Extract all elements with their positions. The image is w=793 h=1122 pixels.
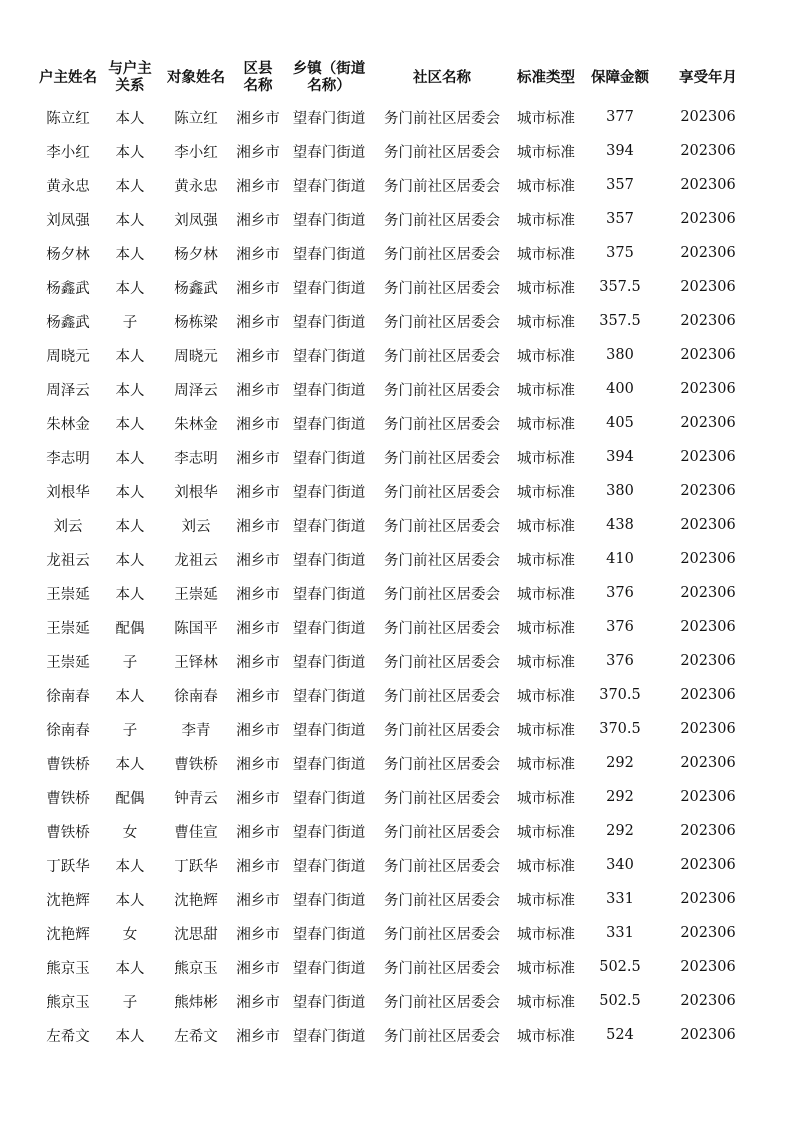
cell-relationship: 子: [122, 722, 138, 739]
cell-period: 202306: [680, 245, 736, 261]
cell-town-street: 望春门街道: [292, 314, 366, 331]
cell-relationship: 本人: [115, 416, 145, 433]
cell-town-street: 望春门街道: [292, 722, 366, 739]
cell-relationship: 本人: [115, 756, 145, 773]
cell-community: 务门前社区居委会: [384, 552, 500, 569]
cell-period: 202306: [680, 619, 736, 635]
cell-community: 务门前社区居委会: [384, 382, 500, 399]
cell-county: 湘乡市: [236, 348, 280, 365]
cell-household-head: 曹铁桥: [46, 790, 90, 807]
cell-town-street: 望春门街道: [292, 416, 366, 433]
cell-county: 湘乡市: [236, 790, 280, 807]
cell-household-head: 王崇延: [46, 654, 90, 671]
header-recipient-name: 对象姓名: [167, 69, 225, 86]
cell-recipient-name: 王崇延: [174, 586, 218, 603]
cell-household-head: 沈艳辉: [46, 926, 90, 943]
cell-community: 务门前社区居委会: [384, 586, 500, 603]
cell-amount: 438: [606, 517, 634, 533]
table-row: [36, 644, 758, 678]
cell-community: 务门前社区居委会: [384, 280, 500, 297]
cell-amount: 524: [606, 1027, 634, 1043]
cell-relationship: 配偶: [115, 790, 145, 807]
cell-standard-type: 城市标准: [517, 756, 575, 773]
cell-standard-type: 城市标准: [517, 178, 575, 195]
cell-standard-type: 城市标准: [517, 688, 575, 705]
cell-amount: 377: [606, 109, 634, 125]
cell-amount: 370.5: [599, 721, 641, 737]
table-row: [36, 542, 758, 576]
cell-recipient-name: 曹佳宣: [174, 824, 218, 841]
cell-community: 务门前社区居委会: [384, 620, 500, 637]
cell-recipient-name: 丁跃华: [174, 858, 218, 875]
cell-amount: 380: [606, 483, 634, 499]
cell-household-head: 熊京玉: [46, 960, 90, 977]
cell-amount: 400: [606, 381, 634, 397]
cell-standard-type: 城市标准: [517, 348, 575, 365]
cell-relationship: 本人: [115, 960, 145, 977]
cell-county: 湘乡市: [236, 756, 280, 773]
cell-community: 务门前社区居委会: [384, 110, 500, 127]
cell-relationship: 本人: [115, 144, 145, 161]
cell-county: 湘乡市: [236, 994, 280, 1011]
cell-period: 202306: [680, 177, 736, 193]
cell-community: 务门前社区居委会: [384, 178, 500, 195]
cell-standard-type: 城市标准: [517, 314, 575, 331]
cell-county: 湘乡市: [236, 552, 280, 569]
cell-period: 202306: [680, 857, 736, 873]
header-amount: 保障金额: [591, 69, 649, 86]
table-row: [36, 100, 758, 134]
cell-standard-type: 城市标准: [517, 960, 575, 977]
cell-county: 湘乡市: [236, 110, 280, 127]
cell-period: 202306: [680, 891, 736, 907]
cell-town-street: 望春门街道: [292, 110, 366, 127]
table-row: [36, 814, 758, 848]
cell-standard-type: 城市标准: [517, 1028, 575, 1045]
cell-community: 务门前社区居委会: [384, 484, 500, 501]
cell-relationship: 子: [122, 654, 138, 671]
cell-household-head: 龙祖云: [46, 552, 90, 569]
table-row: [36, 168, 758, 202]
cell-relationship: 本人: [115, 1028, 145, 1045]
cell-standard-type: 城市标准: [517, 858, 575, 875]
cell-period: 202306: [680, 313, 736, 329]
cell-amount: 331: [606, 925, 634, 941]
cell-amount: 357.5: [599, 279, 641, 295]
cell-town-street: 望春门街道: [292, 144, 366, 161]
cell-period: 202306: [680, 109, 736, 125]
cell-relationship: 本人: [115, 518, 145, 535]
cell-standard-type: 城市标准: [517, 280, 575, 297]
cell-community: 务门前社区居委会: [384, 314, 500, 331]
cell-household-head: 徐南春: [46, 722, 90, 739]
cell-town-street: 望春门街道: [292, 790, 366, 807]
cell-county: 湘乡市: [236, 450, 280, 467]
header-town-street: 乡镇（街道 名称）: [292, 61, 366, 94]
cell-household-head: 熊京玉: [46, 994, 90, 1011]
table-row: [36, 508, 758, 542]
cell-town-street: 望春门街道: [292, 382, 366, 399]
cell-town-street: 望春门街道: [292, 620, 366, 637]
cell-town-street: 望春门街道: [292, 280, 366, 297]
cell-recipient-name: 左希文: [174, 1028, 218, 1045]
cell-standard-type: 城市标准: [517, 620, 575, 637]
cell-recipient-name: 周晓元: [174, 348, 218, 365]
cell-community: 务门前社区居委会: [384, 722, 500, 739]
cell-relationship: 本人: [115, 382, 145, 399]
header-community: 社区名称: [413, 69, 471, 86]
cell-recipient-name: 杨鑫武: [174, 280, 218, 297]
cell-town-street: 望春门街道: [292, 926, 366, 943]
cell-county: 湘乡市: [236, 416, 280, 433]
cell-community: 务门前社区居委会: [384, 1028, 500, 1045]
cell-county: 湘乡市: [236, 858, 280, 875]
cell-relationship: 本人: [115, 110, 145, 127]
cell-relationship: 本人: [115, 552, 145, 569]
cell-recipient-name: 李青: [181, 722, 211, 739]
table-row: [36, 134, 758, 168]
cell-community: 务门前社区居委会: [384, 212, 500, 229]
cell-period: 202306: [680, 959, 736, 975]
cell-town-street: 望春门街道: [292, 654, 366, 671]
cell-amount: 394: [606, 143, 634, 159]
cell-county: 湘乡市: [236, 688, 280, 705]
cell-town-street: 望春门街道: [292, 688, 366, 705]
cell-recipient-name: 黄永忠: [174, 178, 218, 195]
cell-period: 202306: [680, 585, 736, 601]
cell-recipient-name: 王铎林: [174, 654, 218, 671]
cell-community: 务门前社区居委会: [384, 756, 500, 773]
cell-amount: 394: [606, 449, 634, 465]
cell-period: 202306: [680, 925, 736, 941]
cell-county: 湘乡市: [236, 620, 280, 637]
cell-county: 湘乡市: [236, 382, 280, 399]
cell-period: 202306: [680, 279, 736, 295]
cell-town-street: 望春门街道: [292, 1028, 366, 1045]
cell-standard-type: 城市标准: [517, 246, 575, 263]
table-body: [36, 100, 758, 1052]
table-row: [36, 712, 758, 746]
cell-amount: 357.5: [599, 313, 641, 329]
cell-relationship: 女: [122, 824, 138, 841]
cell-amount: 370.5: [599, 687, 641, 703]
cell-town-street: 望春门街道: [292, 858, 366, 875]
cell-county: 湘乡市: [236, 212, 280, 229]
cell-community: 务门前社区居委会: [384, 960, 500, 977]
cell-recipient-name: 朱林金: [174, 416, 218, 433]
cell-household-head: 李小红: [46, 144, 90, 161]
cell-recipient-name: 熊京玉: [174, 960, 218, 977]
cell-town-street: 望春门街道: [292, 450, 366, 467]
table-row: [36, 406, 758, 440]
cell-recipient-name: 杨夕林: [174, 246, 218, 263]
cell-county: 湘乡市: [236, 926, 280, 943]
cell-town-street: 望春门街道: [292, 484, 366, 501]
cell-recipient-name: 杨栋梁: [174, 314, 218, 331]
cell-amount: 292: [606, 823, 634, 839]
cell-standard-type: 城市标准: [517, 892, 575, 909]
cell-amount: 292: [606, 789, 634, 805]
cell-household-head: 徐南春: [46, 688, 90, 705]
cell-period: 202306: [680, 211, 736, 227]
cell-standard-type: 城市标准: [517, 926, 575, 943]
cell-period: 202306: [680, 993, 736, 1009]
cell-community: 务门前社区居委会: [384, 654, 500, 671]
cell-community: 务门前社区居委会: [384, 144, 500, 161]
cell-community: 务门前社区居委会: [384, 348, 500, 365]
cell-household-head: 曹铁桥: [46, 756, 90, 773]
cell-county: 湘乡市: [236, 586, 280, 603]
cell-community: 务门前社区居委会: [384, 416, 500, 433]
cell-household-head: 丁跃华: [46, 858, 90, 875]
cell-recipient-name: 李小红: [174, 144, 218, 161]
cell-community: 务门前社区居委会: [384, 994, 500, 1011]
cell-household-head: 曹铁桥: [46, 824, 90, 841]
cell-county: 湘乡市: [236, 314, 280, 331]
cell-relationship: 本人: [115, 246, 145, 263]
cell-relationship: 本人: [115, 178, 145, 195]
cell-recipient-name: 刘云: [181, 518, 211, 535]
cell-town-street: 望春门街道: [292, 824, 366, 841]
cell-standard-type: 城市标准: [517, 518, 575, 535]
cell-recipient-name: 曹铁桥: [174, 756, 218, 773]
cell-household-head: 刘根华: [46, 484, 90, 501]
cell-amount: 502.5: [599, 993, 641, 1009]
table-row: [36, 916, 758, 950]
cell-household-head: 朱林金: [46, 416, 90, 433]
cell-amount: 340: [606, 857, 634, 873]
table-row: [36, 1018, 758, 1052]
table-row: [36, 304, 758, 338]
cell-household-head: 杨鑫武: [46, 280, 90, 297]
cell-household-head: 王崇延: [46, 586, 90, 603]
table-row: [36, 372, 758, 406]
cell-recipient-name: 熊炜彬: [174, 994, 218, 1011]
cell-period: 202306: [680, 381, 736, 397]
cell-standard-type: 城市标准: [517, 110, 575, 127]
cell-amount: 405: [606, 415, 634, 431]
cell-town-street: 望春门街道: [292, 756, 366, 773]
cell-standard-type: 城市标准: [517, 450, 575, 467]
cell-standard-type: 城市标准: [517, 144, 575, 161]
cell-amount: 502.5: [599, 959, 641, 975]
cell-recipient-name: 沈艳辉: [174, 892, 218, 909]
table-row: [36, 270, 758, 304]
cell-household-head: 杨鑫武: [46, 314, 90, 331]
cell-relationship: 本人: [115, 688, 145, 705]
cell-county: 湘乡市: [236, 518, 280, 535]
cell-household-head: 左希文: [46, 1028, 90, 1045]
cell-county: 湘乡市: [236, 246, 280, 263]
cell-period: 202306: [680, 347, 736, 363]
cell-relationship: 女: [122, 926, 138, 943]
cell-relationship: 本人: [115, 280, 145, 297]
cell-amount: 376: [606, 585, 634, 601]
cell-standard-type: 城市标准: [517, 654, 575, 671]
cell-amount: 380: [606, 347, 634, 363]
cell-county: 湘乡市: [236, 960, 280, 977]
cell-relationship: 配偶: [115, 620, 145, 637]
cell-relationship: 本人: [115, 858, 145, 875]
cell-amount: 292: [606, 755, 634, 771]
cell-community: 务门前社区居委会: [384, 892, 500, 909]
cell-standard-type: 城市标准: [517, 824, 575, 841]
table-row: [36, 950, 758, 984]
subsidy-table: [36, 56, 758, 1052]
cell-relationship: 子: [122, 314, 138, 331]
cell-standard-type: 城市标准: [517, 790, 575, 807]
cell-relationship: 本人: [115, 348, 145, 365]
table-row: [36, 338, 758, 372]
cell-period: 202306: [680, 1027, 736, 1043]
cell-county: 湘乡市: [236, 892, 280, 909]
cell-period: 202306: [680, 449, 736, 465]
cell-period: 202306: [680, 823, 736, 839]
cell-household-head: 刘云: [53, 518, 83, 535]
cell-town-street: 望春门街道: [292, 586, 366, 603]
cell-amount: 357: [606, 211, 634, 227]
cell-town-street: 望春门街道: [292, 348, 366, 365]
cell-town-street: 望春门街道: [292, 246, 366, 263]
table-row: [36, 576, 758, 610]
cell-standard-type: 城市标准: [517, 722, 575, 739]
cell-county: 湘乡市: [236, 144, 280, 161]
cell-town-street: 望春门街道: [292, 960, 366, 977]
cell-community: 务门前社区居委会: [384, 518, 500, 535]
table-row: [36, 882, 758, 916]
cell-amount: 376: [606, 653, 634, 669]
cell-period: 202306: [680, 721, 736, 737]
cell-town-street: 望春门街道: [292, 518, 366, 535]
cell-recipient-name: 陈立红: [174, 110, 218, 127]
cell-relationship: 本人: [115, 450, 145, 467]
cell-town-street: 望春门街道: [292, 212, 366, 229]
cell-household-head: 杨夕林: [46, 246, 90, 263]
cell-county: 湘乡市: [236, 484, 280, 501]
table-row: [36, 678, 758, 712]
cell-period: 202306: [680, 551, 736, 567]
cell-town-street: 望春门街道: [292, 552, 366, 569]
cell-standard-type: 城市标准: [517, 552, 575, 569]
cell-recipient-name: 龙祖云: [174, 552, 218, 569]
cell-recipient-name: 沈思甜: [174, 926, 218, 943]
header-row: [36, 56, 758, 100]
cell-period: 202306: [680, 653, 736, 669]
cell-recipient-name: 周泽云: [174, 382, 218, 399]
cell-community: 务门前社区居委会: [384, 246, 500, 263]
cell-standard-type: 城市标准: [517, 994, 575, 1011]
table-row: [36, 610, 758, 644]
cell-amount: 410: [606, 551, 634, 567]
cell-household-head: 李志明: [46, 450, 90, 467]
cell-amount: 375: [606, 245, 634, 261]
header-period: 享受年月: [679, 69, 737, 86]
cell-household-head: 黄永忠: [46, 178, 90, 195]
cell-community: 务门前社区居委会: [384, 926, 500, 943]
cell-standard-type: 城市标准: [517, 382, 575, 399]
cell-relationship: 子: [122, 994, 138, 1011]
table-row: [36, 474, 758, 508]
cell-amount: 376: [606, 619, 634, 635]
table-header: [36, 56, 758, 100]
cell-relationship: 本人: [115, 212, 145, 229]
cell-town-street: 望春门街道: [292, 178, 366, 195]
cell-household-head: 周晓元: [46, 348, 90, 365]
cell-household-head: 陈立红: [46, 110, 90, 127]
table-row: [36, 440, 758, 474]
header-household-head: 户主姓名: [39, 69, 97, 86]
cell-recipient-name: 李志明: [174, 450, 218, 467]
cell-town-street: 望春门街道: [292, 892, 366, 909]
table-row: [36, 202, 758, 236]
cell-period: 202306: [680, 483, 736, 499]
header-county: 区县 名称: [243, 61, 273, 94]
table-row: [36, 848, 758, 882]
cell-period: 202306: [680, 687, 736, 703]
cell-standard-type: 城市标准: [517, 586, 575, 603]
cell-period: 202306: [680, 415, 736, 431]
cell-relationship: 本人: [115, 892, 145, 909]
cell-county: 湘乡市: [236, 178, 280, 195]
cell-county: 湘乡市: [236, 824, 280, 841]
cell-recipient-name: 徐南春: [174, 688, 218, 705]
table-row: [36, 746, 758, 780]
cell-amount: 357: [606, 177, 634, 193]
cell-household-head: 沈艳辉: [46, 892, 90, 909]
cell-standard-type: 城市标准: [517, 416, 575, 433]
cell-recipient-name: 钟青云: [174, 790, 218, 807]
header-relationship: 与户主 关系: [108, 61, 152, 94]
table-row: [36, 780, 758, 814]
cell-period: 202306: [680, 517, 736, 533]
cell-community: 务门前社区居委会: [384, 858, 500, 875]
cell-recipient-name: 刘凤强: [174, 212, 218, 229]
cell-community: 务门前社区居委会: [384, 824, 500, 841]
cell-county: 湘乡市: [236, 722, 280, 739]
cell-period: 202306: [680, 143, 736, 159]
cell-county: 湘乡市: [236, 1028, 280, 1045]
cell-household-head: 王崇延: [46, 620, 90, 637]
cell-community: 务门前社区居委会: [384, 790, 500, 807]
table-row: [36, 984, 758, 1018]
cell-county: 湘乡市: [236, 654, 280, 671]
cell-community: 务门前社区居委会: [384, 688, 500, 705]
cell-household-head: 刘凤强: [46, 212, 90, 229]
table-row: [36, 236, 758, 270]
cell-county: 湘乡市: [236, 280, 280, 297]
cell-standard-type: 城市标准: [517, 212, 575, 229]
cell-relationship: 本人: [115, 586, 145, 603]
header-standard-type: 标准类型: [517, 69, 575, 86]
cell-period: 202306: [680, 755, 736, 771]
cell-amount: 331: [606, 891, 634, 907]
cell-period: 202306: [680, 789, 736, 805]
cell-relationship: 本人: [115, 484, 145, 501]
cell-recipient-name: 刘根华: [174, 484, 218, 501]
cell-recipient-name: 陈国平: [174, 620, 218, 637]
cell-town-street: 望春门街道: [292, 994, 366, 1011]
cell-household-head: 周泽云: [46, 382, 90, 399]
cell-community: 务门前社区居委会: [384, 450, 500, 467]
cell-standard-type: 城市标准: [517, 484, 575, 501]
